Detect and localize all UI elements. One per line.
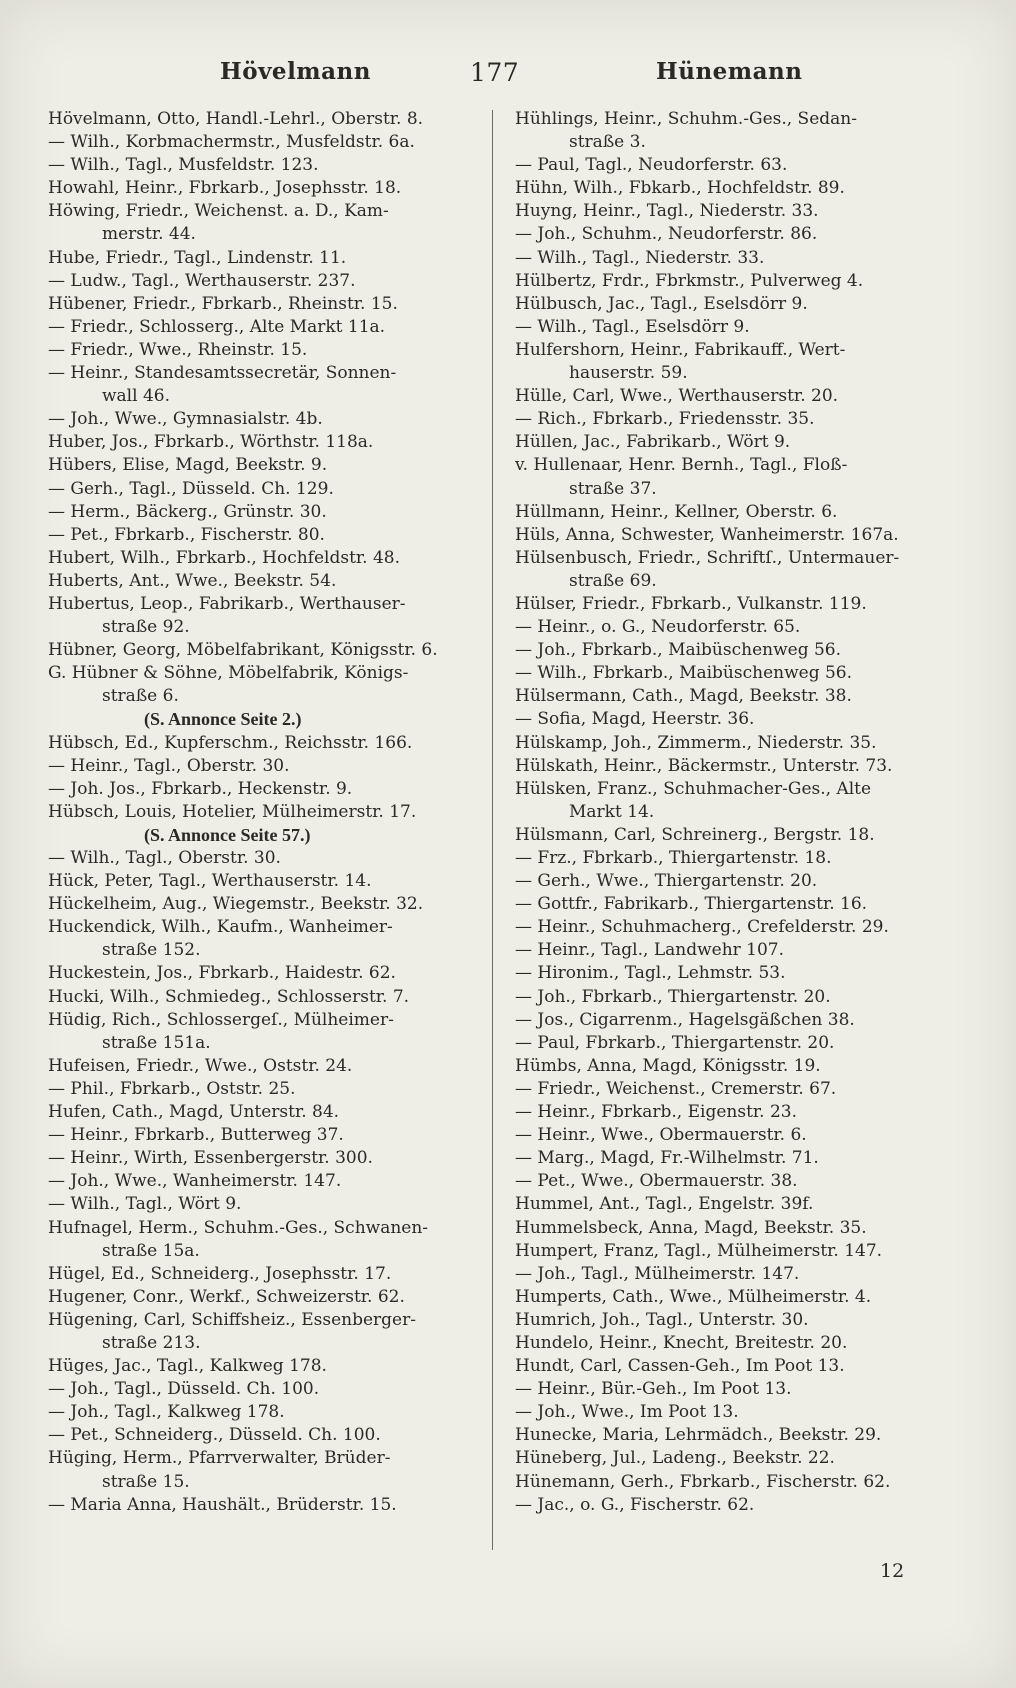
directory-entry: Hüllen, Jac., Fabrikarb., Wört 9. [515,432,791,453]
directory-entry: — Pet., Wwe., Obermauerstr. 38. [515,1171,798,1192]
entry-continuation: Markt 14. [569,801,655,822]
directory-entry: — Herm., Bäckerg., Grünstr. 30. [48,501,327,522]
header-first-name: Hövelmann [220,58,371,85]
directory-entry: Hübers, Elise, Magd, Beekstr. 9. [48,455,328,476]
directory-entry: Humrich, Joh., Tagl., Unterstr. 30. [515,1309,809,1330]
directory-entry: — Wilh., Tagl., Wört 9. [48,1194,242,1215]
directory-entry: Huyng, Heinr., Tagl., Niederstr. 33. [515,201,819,222]
directory-entry: — Joh., Wwe., Wanheimerstr. 147. [48,1171,342,1192]
directory-entry: Hummel, Ant., Tagl., Engelstr. 39f. [515,1194,814,1215]
directory-entry: Hüllmann, Heinr., Kellner, Oberstr. 6. [515,501,838,522]
directory-entry: — Wilh., Korbmachermstr., Musfeldstr. 6a. [48,132,415,153]
directory-entry: — Heinr., Tagl., Landwehr 107. [515,940,785,961]
annonce-reference: (S. Annonce Seite 2.) [144,709,302,730]
directory-entry: Hufnagel, Herm., Schuhm.-Ges., Schwanen- [48,1217,429,1238]
directory-entry: — Heinr., Wwe., Obermauerstr. 6. [515,1125,807,1146]
directory-entry: Hüges, Jac., Tagl., Kalkweg 178. [48,1356,327,1377]
directory-entry: — Gerh., Tagl., Düsseld. Ch. 129. [48,478,334,499]
directory-entry: — Friedr., Weichenst., Cremerstr. 67. [515,1078,837,1099]
directory-entry: Hübsch, Louis, Hotelier, Mülheimerstr. 17. [48,801,417,822]
directory-entry: — Heinr., Standesamtssecretär, Sonnen- [48,363,397,384]
directory-entry: — Heinr., Schuhmacherg., Crefelderstr. 29. [515,917,889,938]
directory-entry: — Marg., Magd, Fr.-Wilhelmstr. 71. [515,1148,819,1169]
directory-entry: Höwing, Friedr., Weichenst. a. D., Kam- [48,201,389,222]
entry-continuation: straße 152. [102,940,201,961]
directory-entry: Hülser, Friedr., Fbrkarb., Vulkanstr. 119. [515,593,867,614]
right-column [515,108,953,1517]
directory-entry: Hube, Friedr., Tagl., Lindenstr. 11. [48,247,347,268]
directory-entry: — Hironim., Tagl., Lehmstr. 53. [515,963,786,984]
directory-entry: — Joh., Fbrkarb., Thiergartenstr. 20. [515,986,831,1007]
directory-entry: — Sofia, Magd, Heerstr. 36. [515,709,755,730]
entry-continuation: straße 151a. [102,1032,211,1053]
directory-entry: — Paul, Tagl., Neudorferstr. 63. [515,155,788,176]
directory-entry: — Rich., Fbrkarb., Friedensstr. 35. [515,409,815,430]
directory-entry: — Jac., o. G., Fischerstr. 62. [515,1494,755,1515]
directory-entry: — Maria Anna, Haushält., Brüderstr. 15. [48,1494,397,1515]
directory-entry: Hübener, Friedr., Fbrkarb., Rheinstr. 15. [48,293,398,314]
directory-entry: Huckendick, Wilh., Kaufm., Wanheimer- [48,917,393,938]
directory-entry: — Jos., Cigarrenm., Hagelsgäßchen 38. [515,1009,855,1030]
directory-entry: — Heinr., Wirth, Essenbergerstr. 300. [48,1148,373,1169]
directory-entry: Hülsmann, Carl, Schreinerg., Bergstr. 18. [515,824,875,845]
directory-entry: — Joh., Schuhm., Neudorferstr. 86. [515,224,818,245]
directory-entry: G. Hübner & Söhne, Möbelfabrik, Königs- [48,663,409,684]
directory-entry: — Wilh., Tagl., Oberstr. 30. [48,848,281,868]
directory-entry: Hügel, Ed., Schneiderg., Josephsstr. 17. [48,1263,392,1284]
directory-entry: — Frz., Fbrkarb., Thiergartenstr. 18. [515,848,832,868]
directory-entry: Hüls, Anna, Schwester, Wanheimerstr. 167a. [515,524,899,545]
directory-entry: — Wilh., Tagl., Musfeldstr. 123. [48,155,319,176]
directory-entry: Hückelheim, Aug., Wiegemstr., Beekstr. 32. [48,894,424,915]
column-divider [492,110,493,1550]
directory-entry: — Wilh., Tagl., Eselsdörr 9. [515,316,750,337]
directory-entry: v. Hullenaar, Henr. Bernh., Tagl., Floß- [515,455,848,476]
entry-continuation: hauserstr. 59. [569,363,688,384]
directory-entry: — Joh., Wwe., Im Poot 13. [515,1402,739,1423]
directory-entry: — Pet., Schneiderg., Düsseld. Ch. 100. [48,1425,381,1446]
left-column [48,108,486,1517]
entry-continuation: straße 37. [569,478,657,499]
directory-entry: Hülsermann, Cath., Magd, Beekstr. 38. [515,686,852,707]
entry-continuation: straße 15a. [102,1240,200,1261]
directory-entry: — Pet., Fbrkarb., Fischerstr. 80. [48,524,325,545]
directory-entry: Humpert, Franz, Tagl., Mülheimerstr. 147. [515,1240,883,1261]
directory-entry: — Gottfr., Fabrikarb., Thiergartenstr. 16. [515,894,868,915]
directory-entry: Hüneberg, Jul., Ladeng., Beekstr. 22. [515,1448,835,1469]
directory-entry: Hucki, Wilh., Schmiedeg., Schlosserstr. 7. [48,986,410,1007]
directory-entry: Hugener, Conr., Werkf., Schweizerstr. 62. [48,1286,405,1307]
directory-entry: Hück, Peter, Tagl., Werthauserstr. 14. [48,871,372,892]
directory-entry: Hulfershorn, Heinr., Fabrikauff., Wert- [515,339,846,360]
entry-continuation: wall 46. [102,386,170,407]
directory-entry: — Friedr., Schlosserg., Alte Markt 11a. [48,316,386,337]
directory-entry: Hühlings, Heinr., Schuhm.-Ges., Sedan- [515,109,857,129]
directory-entry: Hüdig, Rich., Schlossergeſ., Mülheimer- [48,1009,394,1030]
directory-entry: — Phil., Fbrkarb., Oststr. 25. [48,1078,296,1099]
directory-entry: Hundelo, Heinr., Knecht, Breitestr. 20. [515,1332,848,1353]
directory-entry: — Heinr., Tagl., Oberstr. 30. [48,755,290,776]
directory-entry: Hübsch, Ed., Kupferschm., Reichsstr. 166. [48,732,413,753]
directory-entry: Humperts, Cath., Wwe., Mülheimerstr. 4. [515,1286,872,1307]
directory-entry: Hühn, Wilh., Fbkarb., Hochfeldstr. 89. [515,178,845,199]
entry-continuation: straße 6. [102,686,179,707]
directory-entry: Huberts, Ant., Wwe., Beekstr. 54. [48,570,337,591]
directory-entry: Hubertus, Leop., Fabrikarb., Werthauser- [48,593,406,614]
directory-entry: Hunecke, Maria, Lehrmädch., Beekstr. 29. [515,1425,882,1446]
header-last-name: Hünemann [656,58,803,85]
directory-entry: — Heinr., Fbrkarb., Butterweg 37. [48,1125,344,1146]
directory-entry: Hülbusch, Jac., Tagl., Eselsdörr 9. [515,293,808,314]
directory-entry: Hübner, Georg, Möbelfabrikant, Königsstr. 6. [48,640,438,661]
directory-entry: — Joh., Wwe., Gymnasialstr. 4b. [48,409,323,430]
directory-entry: — Wilh., Tagl., Niederstr. 33. [515,247,765,268]
entry-continuation: straße 3. [569,132,646,153]
directory-entry: Hummelsbeck, Anna, Magd, Beekstr. 35. [515,1217,867,1238]
directory-entry: Hüging, Herm., Pfarrverwalter, Brüder- [48,1448,391,1469]
directory-entry: Hümbs, Anna, Magd, Königsstr. 19. [515,1055,821,1076]
directory-entry: Hünemann, Gerh., Fbrkarb., Fischerstr. 62. [515,1471,891,1492]
directory-entry: Hundt, Carl, Cassen-Geh., Im Poot 13. [515,1356,845,1377]
directory-entry: Huber, Jos., Fbrkarb., Wörthstr. 118a. [48,432,374,453]
directory-entry: — Joh., Tagl., Düsseld. Ch. 100. [48,1379,320,1400]
directory-entry: — Joh., Fbrkarb., Maibüschenweg 56. [515,640,842,661]
directory-entry: — Joh., Tagl., Mülheimerstr. 147. [515,1263,800,1284]
directory-entry: Hülsken, Franz., Schuhmacher-Ges., Alte [515,778,872,799]
directory-entry: Hülle, Carl, Wwe., Werthauserstr. 20. [515,386,839,407]
directory-entry: Huckestein, Jos., Fbrkarb., Haidestr. 62. [48,963,396,984]
directory-entry: — Gerh., Wwe., Thiergartenstr. 20. [515,871,818,892]
directory-entry: — Wilh., Fbrkarb., Maibüschenweg 56. [515,663,853,684]
directory-entry: Hubert, Wilh., Fbrkarb., Hochfeldstr. 48. [48,547,401,568]
entry-continuation: straße 15. [102,1471,190,1492]
directory-entry: Howahl, Heinr., Fbrkarb., Josephsstr. 18. [48,178,402,199]
directory-entry: — Heinr., Fbrkarb., Eigenstr. 23. [515,1102,798,1123]
directory-entry: — Heinr., o. G., Neudorferstr. 65. [515,617,801,638]
entry-continuation: straße 213. [102,1332,201,1353]
directory-entry: Hügening, Carl, Schiffsheiz., Essenberger- [48,1309,416,1330]
entry-continuation: straße 69. [569,570,657,591]
directory-entry: — Joh., Tagl., Kalkweg 178. [48,1402,285,1423]
page-number: 177 [470,58,520,87]
directory-entry: Hülbertz, Frdr., Fbrkmstr., Pulverweg 4. [515,270,864,291]
directory-entry: Hövelmann, Otto, Handl.-Lehrl., Oberstr. 8. [48,109,424,129]
directory-entry: Hülskamp, Joh., Zimmerm., Niederstr. 35. [515,732,877,753]
directory-entry: Hufen, Cath., Magd, Unterstr. 84. [48,1102,340,1123]
directory-entry: — Friedr., Wwe., Rheinstr. 15. [48,339,308,360]
directory-entry: — Paul, Fbrkarb., Thiergartenstr. 20. [515,1032,835,1053]
directory-entry: — Joh. Jos., Fbrkarb., Heckenstr. 9. [48,778,353,799]
directory-entry: — Ludw., Tagl., Werthauserstr. 237. [48,270,356,291]
entry-continuation: merstr. 44. [102,224,196,245]
entry-continuation: straße 92. [102,617,190,638]
directory-entry: Hufeisen, Friedr., Wwe., Oststr. 24. [48,1055,353,1076]
signature-mark: 12 [880,1560,905,1582]
directory-entry: Hülsenbusch, Friedr., Schriftſ., Untermauer- [515,547,900,568]
annonce-reference: (S. Annonce Seite 57.) [144,824,311,845]
directory-entry: Hülskath, Heinr., Bäckermstr., Unterstr. 73. [515,755,893,776]
directory-entry: — Heinr., Bür.-Geh., Im Poot 13. [515,1379,792,1400]
